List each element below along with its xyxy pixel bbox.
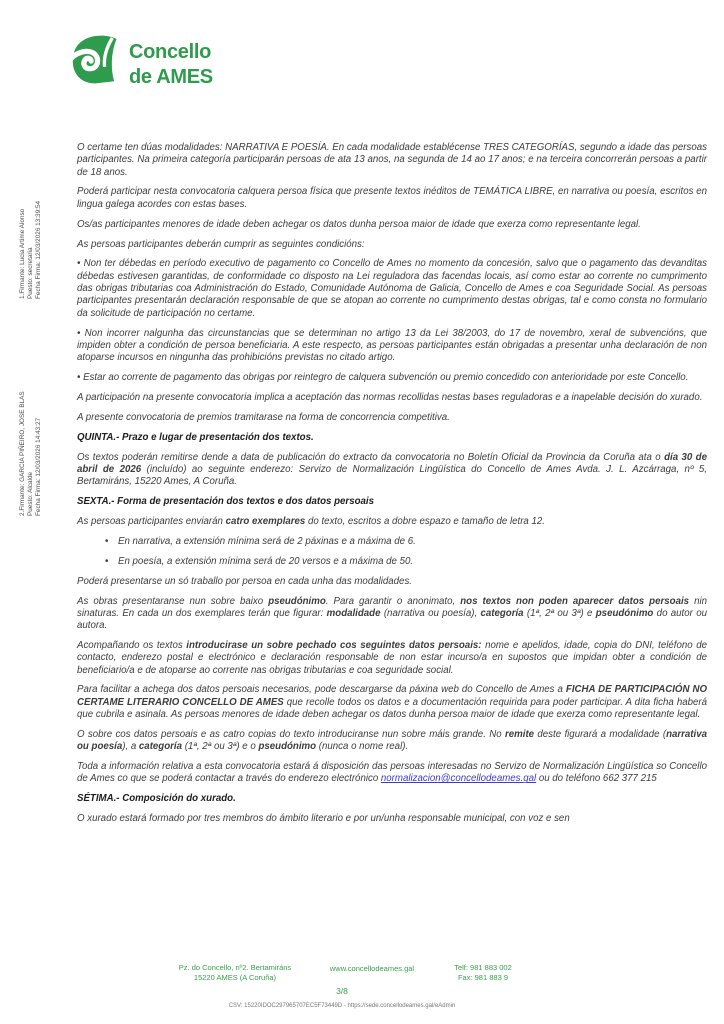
csv-verification-line: CSV: 15220IDOC297965707EC5F73449D - https://sede.concellodeames.gal/eAdmin [228,1003,456,1009]
body-paragraph: O sobre cos datos persoais e as catro copias do texto introduciranse nun sobre máis grande. No remite deste figurará a modalidade (narrativa ou poesía), a categoría (1ª, 2ª ou 3ª) e o pseudónimo (nunca o nome real). [77,728,707,753]
section-heading: SEXTA.- Forma de presentación dos textos e dos datos persoais [77,496,374,508]
signer1-name: 1.Firmante: Lucia Artime Alonso [19,208,26,299]
logo-wordmark [129,40,213,90]
body-paragraph: Poderá participar nesta convocatoria calquera persoa física que presente textos inéditos de TEMÁTICA LIBRE, en narrativa ou poesía, escritos en lingua galega acordes con estas bases. [77,186,707,210]
body-paragraph: Poderá presentarse un só traballo por persoa en cada unha das modalidades. [77,575,412,587]
section-heading: SÉTIMA.- Composición do xurado. [77,793,236,805]
concello-de-ames-logo-icon [70,34,118,90]
email-link[interactable]: normalizacion@concellodeames.gal [380,773,537,785]
body-paragraph: Acompañando os textos introducirase un sobre pechado cos seguintes datos persoais: nome e apelidos, idade, copia do DNI, teléfono de contacto, enderezo postal e electrónico e declaración responsable de non estar incurso/a en supostos que impidan obter a condición de beneficiario/a e de atoparse ao corrente nas obrigas tributarias e coa seguridade social. [77,640,707,676]
body-paragraph: As persoas participantes enviarán catro exemplares do texto, escritos a dobre espazo e tamaño de letra 12. [77,515,545,527]
body-paragraph: A participación na presente convocatoria implica a aceptación das normas recollidas nestas bases reguladoras e a inapelable decisión do xurado. [77,391,703,403]
document-body [77,142,707,833]
bullet-item: • En narrativa, a extensión mínima será de 2 páxinas e a máxima de 6. [105,535,416,547]
body-paragraph: Para facilitar a achega dos datos persoais necesarios, pode descargarse da páxina web do Concello de Ames a FICHA DE PARTICIPACIÓN NO CERTAME LITERARIO CONCELLO DE AMES que recolle todos os datos e a documentación requirida para poder participar. A dita ficha haberá que cubrila e asinala. As persoas menores de idade deben achegar os datos dunha persoa maior de idade que exerza como representante legal. [77,684,707,721]
logo-wordmark-line2: de AMES [129,66,213,88]
page-number: 3/8 [336,986,348,996]
body-paragraph: As obras presentaranse nun sobre baixo pseudónimo. Para garantir o anonimato, nos textos non poden aparecer datos persoais nin sinaturas. En cada un dos exemplares terán que figurar: modalidade (narrativa ou poesía), categoría (1ª, 2ª ou 3ª) e pseudónimo do autor ou autora. [77,595,708,632]
header-logo [70,34,213,90]
body-paragraph: As persoas participantes deberán cumprir as seguintes condicións: [77,238,365,250]
section-heading: QUINTA.- Prazo e lugar de presentación dos textos. [77,431,314,443]
bullet-icon: • [105,535,109,547]
logo-wordmark-line1: Concello [129,41,212,63]
bullet-item: • En poesía, a extensión mínima será de 20 versos e a máxima de 50. [105,555,414,567]
signer2-name: 2.Firmante: GARCIA PIÑEIRO, JOSE BLAS [19,391,26,516]
signer1-date: Fecha Firma: 12/03/2026 13:39:54 [35,200,42,299]
footer-contact [438,963,528,983]
footer-address-line1: Pz. do Concello, nº2. Bertamiráns [178,963,292,972]
body-paragraph: Os/as participantes menores de idade deben achegar os datos dunha persoa maior de idade que exerza como representante legal. [77,218,641,230]
signer2-date: Fecha Firma: 12/03/2026 14:43:27 [35,417,42,516]
body-paragraph: Toda a información relativa a esta convocatoria estará á disposición das persoas interesadas no Servizo de Normalización Lingüística so Concello de Ames co que se poderá contactar a través do enderezo electrónico normalizacion@concellodeames.gal ou do teléfono 662 377 215 [77,761,707,785]
footer-fax: Fax: 981 883 9 [457,973,509,982]
body-paragraph: • Estar ao corrente de pagamento das obrigas por reintegro de calquera subvención ou premio concedido con anterioridade por este Concello. [77,372,689,384]
signer2-role: Puesto: Alcalde [27,471,34,516]
body-paragraph: O certame ten dúas modalidades: NARRATIVA E POESÍA. En cada modalidade establécense TRES CATEGORÍAS, segundo a idade das persoas participantes. Na primeira categoría participarán persoas de ata 13 anos, na segunda de 14 ao 17 anos; e na terceira concorrerán persoas a partir de 18 anos. [77,142,707,178]
footer-address-line2: 15220 AMES (A Coruña) [193,973,277,982]
footer-phone: Telf: 981 883 002 [454,963,512,972]
signer1-role: Puesto: secretaria [27,247,34,299]
body-paragraph: • Non incorrer nalgunha das circunstancias que se determinan no artigo 13 da Lei 38/2003, do 17 de novembro, xeral de subvencións, que impiden obter a condición de persoa beneficiaria. A este respecto, as persoas participantes están obrigadas a presentar unha declaración de non atoparse incursos en ningunha das prohibicións previstas no citado artigo. [77,327,707,364]
signature-stamp-2 [19,391,43,516]
body-paragraph: A presente convocatoria de premios tramitarase na forma de concorrencia competitiva. [77,411,450,423]
footer-address [155,963,315,983]
body-paragraph: • Non ter débedas en período executivo de pagamento co Concello de Ames no momento da concesión, salvo que o pagamento das devanditas débedas estivesen garantidas, de conformidade co disposto na Lei reguladora das facendas locais, así como estar ao corrente no cumprimento das obrigas tributarias coa Administración do Estado, Comunidade Autónoma de Galicia, Concello de Ames e coa Seguridade Social. As persoas participantes presentarán declaración responsable de que se atopan ao corrente no cumprimento destas obrigas, tal e como consta no formulario da solicitude de participación no certame. [77,258,707,319]
body-paragraph: O xurado estará formado por tres membros do ámbito literario e por un/unha responsable municipal, con voz e sen [77,813,570,825]
body-paragraph: Os textos poderán remitirse dende a data de publicación do extracto da convocatoria no Boletín Oficial da Provincia da Coruña ata o día 30 de abril de 2026 (incluído) ao seguinte enderezo: Servizo de Normalización Lingüística do Concello de Ames Avda. J. L. Azcárraga, nº 5, Bertamiráns, 15220 Ames, A Coruña. [77,451,707,488]
footer-website: www.concellodeames.gal [329,964,415,973]
signature-stamp-1 [19,201,43,299]
bullet-icon: • [105,555,109,567]
